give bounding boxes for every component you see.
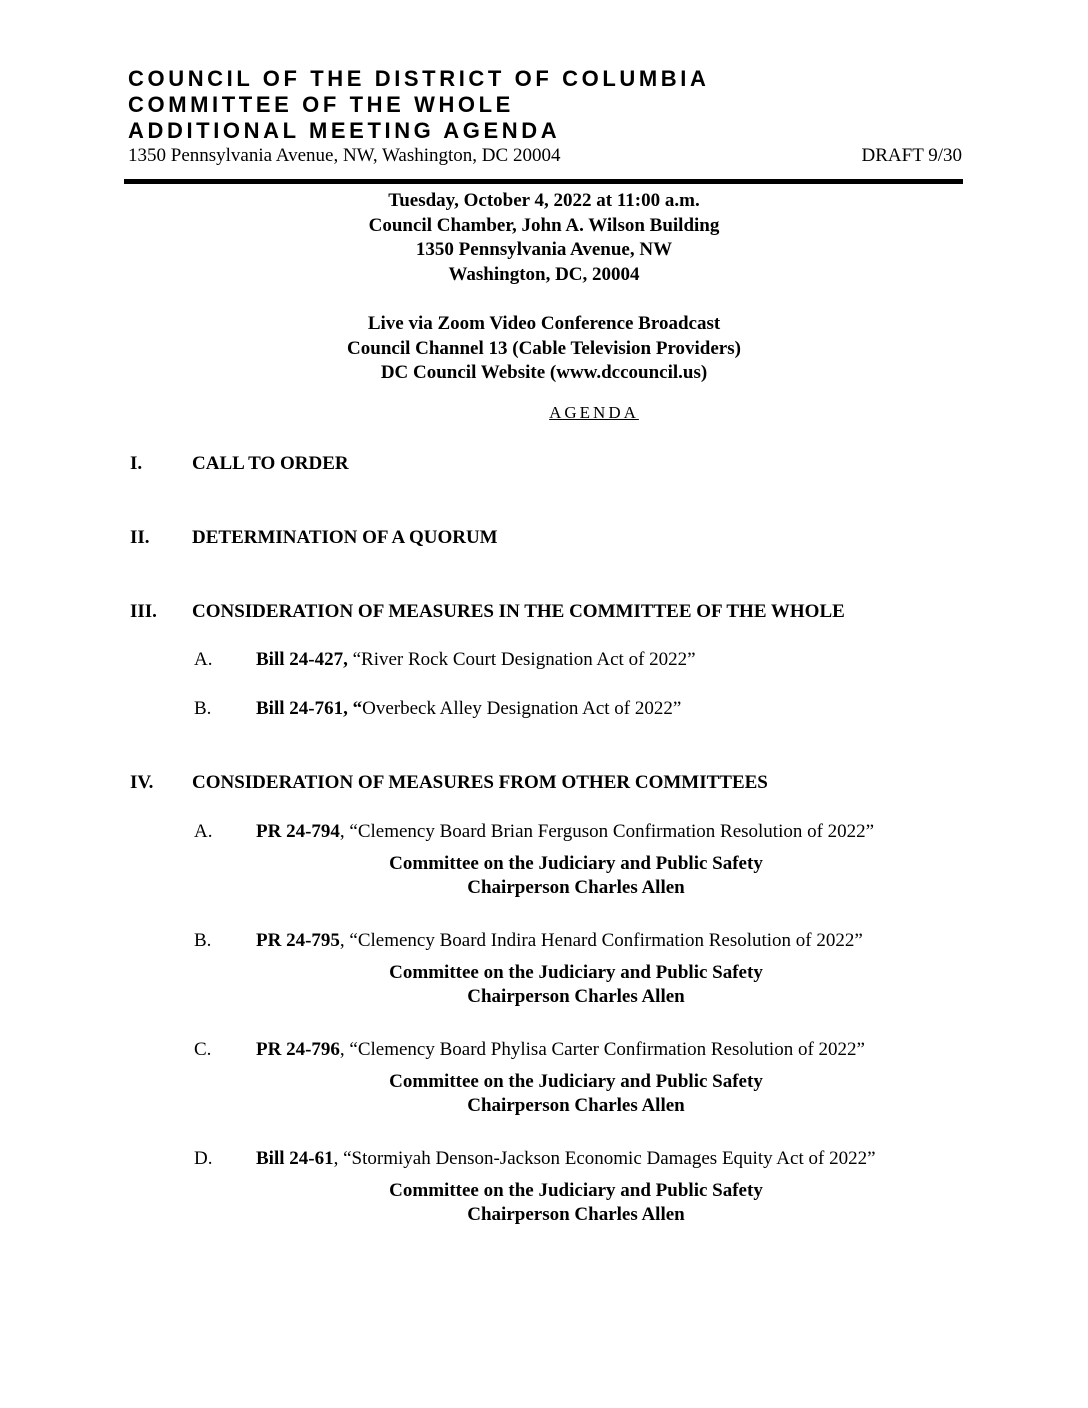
committee-info — [256, 961, 896, 1009]
committee-name: Committee on the Judiciary and Public Safety — [389, 962, 763, 983]
item-letter: A. — [194, 649, 213, 670]
section-title: CONSIDERATION OF MEASURES IN THE COMMITTEE OF THE WHOLE — [192, 601, 845, 622]
section-quorum — [130, 527, 498, 549]
broadcast-channel: Council Channel 13 (Cable Television Providers) — [347, 337, 741, 359]
section-other-committees — [130, 772, 768, 794]
section-number: II. — [130, 527, 150, 548]
council-name: COUNCIL OF THE DISTRICT OF COLUMBIA — [128, 66, 710, 91]
section-title: DETERMINATION OF A QUORUM — [192, 527, 498, 548]
agenda-item — [194, 821, 874, 843]
document-title: ADDITIONAL MEETING AGENDA — [128, 118, 561, 143]
section-call-to-order — [130, 453, 349, 475]
agenda-heading — [0, 403, 1088, 423]
broadcast-website: DC Council Website (www.dccouncil.us) — [380, 362, 708, 383]
measure-title: , “Clemency Board Phylisa Carter Confirmation Resolution of 2022” — [339, 1039, 865, 1060]
item-letter: C. — [194, 1039, 212, 1060]
draft-label: DRAFT 9/30 — [861, 145, 962, 166]
agenda-item — [194, 1039, 865, 1061]
meeting-location: Council Chamber, John A. Wilson Building — [368, 214, 720, 236]
section-committee-of-whole — [130, 601, 845, 623]
section-number: IV. — [130, 772, 154, 793]
item-letter: B. — [194, 698, 212, 719]
committee-info — [256, 1070, 896, 1118]
measure-number: PR 24-796 — [256, 1039, 340, 1060]
measure-title: Overbeck Alley Designation Act of 2022” — [362, 698, 682, 719]
broadcast-details — [0, 312, 1088, 386]
address-row — [128, 145, 962, 167]
measure-number: PR 24-794 — [256, 821, 340, 842]
committee-info — [256, 1179, 896, 1227]
document-header — [128, 66, 962, 167]
council-address: 1350 Pennsylvania Avenue, NW, Washington, DC 20004 — [128, 145, 561, 166]
agenda-item — [194, 1148, 876, 1170]
agenda-item — [194, 698, 681, 720]
agenda-heading-text: AGENDA — [549, 403, 639, 422]
committee-name: Committee on the Judiciary and Public Safety — [389, 853, 763, 874]
measure-title: , “Clemency Board Indira Henard Confirmation Resolution of 2022” — [339, 930, 863, 951]
meeting-details — [0, 189, 1088, 287]
measure-number: Bill 24-427, — [256, 649, 348, 670]
measure-title: “River Rock Court Designation Act of 2022” — [347, 649, 696, 670]
committee-chair: Chairperson Charles Allen — [467, 1095, 685, 1116]
committee-name: Committee on the Judiciary and Public Safety — [389, 1180, 763, 1201]
broadcast-zoom: Live via Zoom Video Conference Broadcast — [367, 313, 721, 334]
committee-chair: Chairperson Charles Allen — [467, 1204, 685, 1225]
measure-title: , “Stormiyah Denson-Jackson Economic Damages Equity Act of 2022” — [333, 1148, 876, 1169]
measure-number: Bill 24-61 — [256, 1148, 334, 1169]
section-number: I. — [130, 453, 143, 474]
agenda-item — [194, 930, 863, 952]
measure-number: Bill 24-761, “ — [256, 698, 363, 719]
measure-title: , “Clemency Board Brian Ferguson Confirmation Resolution of 2022” — [339, 821, 875, 842]
agenda-item — [194, 649, 696, 671]
meeting-city: Washington, DC, 20004 — [448, 263, 640, 285]
item-letter: A. — [194, 821, 213, 842]
header-divider — [124, 179, 963, 184]
committee-chair: Chairperson Charles Allen — [467, 986, 685, 1007]
section-title: CONSIDERATION OF MEASURES FROM OTHER COMMITTEES — [192, 772, 768, 793]
section-title: CALL TO ORDER — [192, 453, 349, 474]
item-letter: B. — [194, 930, 212, 951]
item-letter: D. — [194, 1148, 213, 1169]
section-number: III. — [130, 601, 157, 622]
committee-chair: Chairperson Charles Allen — [467, 877, 685, 898]
measure-number: PR 24-795 — [256, 930, 340, 951]
committee-name: COMMITTEE OF THE WHOLE — [128, 92, 514, 117]
committee-info — [256, 852, 896, 900]
committee-name: Committee on the Judiciary and Public Safety — [389, 1071, 763, 1092]
meeting-datetime: Tuesday, October 4, 2022 at 11:00 a.m. — [388, 190, 700, 211]
meeting-street: 1350 Pennsylvania Avenue, NW — [415, 239, 673, 260]
